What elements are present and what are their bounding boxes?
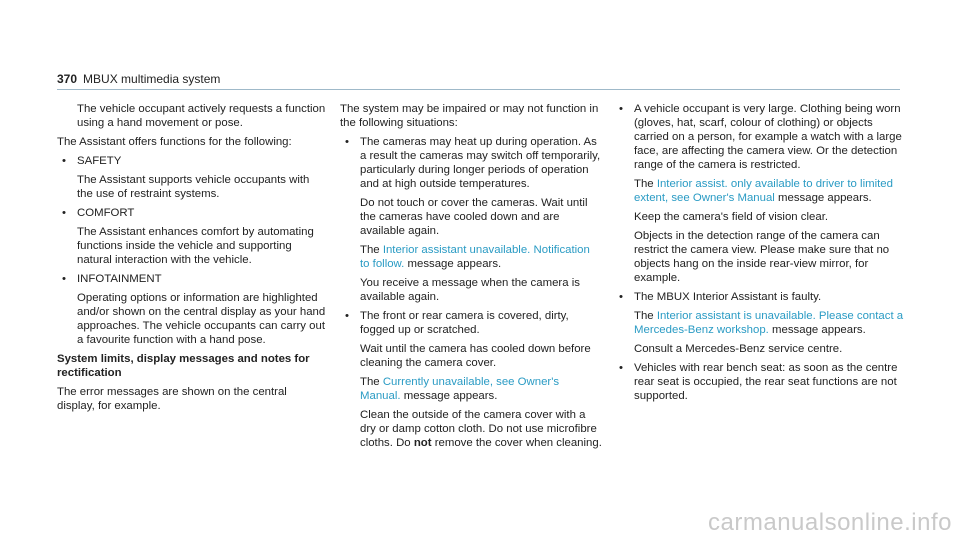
item-description: The Assistant supports vehicle occupants with the use of restraint systems. bbox=[77, 174, 310, 200]
instruction-paragraph: Keep the camera's field of vision clear. bbox=[634, 211, 829, 223]
cleaning-text-end: remove the cover when cleaning. bbox=[434, 437, 602, 449]
offers-paragraph: The Assistant offers functions for the following: bbox=[57, 136, 292, 148]
display-message: Interior assistant is unavailable. Please contact a Mercedes-Benz workshop. bbox=[634, 310, 904, 336]
message-prefix: The bbox=[360, 376, 380, 388]
message-prefix: The bbox=[360, 244, 380, 256]
cleaning-text: Clean the outside of the camera cover with a dry or damp cotton cloth. Do not use microfibre cloths. Do bbox=[360, 409, 597, 449]
page-header bbox=[57, 72, 220, 86]
display-message: Interior assistant unavailable. Notification to follow. bbox=[360, 244, 590, 270]
message-suffix: message appears. bbox=[407, 258, 502, 270]
column-1 bbox=[57, 102, 327, 418]
message-suffix: message appears. bbox=[778, 192, 872, 204]
item-text: The MBUX Interior Assistant is faulty. bbox=[634, 291, 822, 303]
list-item-safety bbox=[57, 154, 327, 168]
cleaning-paragraph bbox=[340, 408, 602, 450]
message-prefix: The bbox=[634, 310, 654, 322]
watermark: carmanualsonline.info bbox=[708, 509, 952, 536]
column-3 bbox=[614, 102, 904, 408]
item-label: SAFETY bbox=[77, 155, 122, 167]
list-item-infotainment bbox=[57, 272, 327, 286]
list-item-large-occupant bbox=[614, 102, 904, 172]
item-text: A vehicle occupant is very large. Clothing being worn (gloves, hat, scarf, colour of clothing) or objects carried on a person, for example a watch with a large face, are affecting the camera view. Or the detection range of the camera is restricted. bbox=[634, 103, 902, 171]
instruction-paragraph: Wait until the camera has cooled down before cleaning the camera cover. bbox=[360, 343, 591, 369]
message-paragraph bbox=[340, 375, 602, 403]
situations-intro: The system may be impaired or may not function in the following situations: bbox=[340, 103, 599, 129]
message-prefix: The bbox=[634, 178, 654, 190]
page-number: 370 bbox=[57, 72, 78, 86]
message-paragraph bbox=[340, 243, 602, 271]
item-label: INFOTAINMENT bbox=[77, 273, 162, 285]
item-text: Vehicles with rear bench seat: as soon as the centre rear seat is occupied, the rear seat functions are not supported. bbox=[634, 362, 898, 402]
header-divider bbox=[57, 89, 900, 90]
list-item-comfort bbox=[57, 206, 327, 220]
instruction-paragraph: Consult a Mercedes-Benz service centre. bbox=[634, 343, 843, 355]
column-2 bbox=[340, 102, 602, 455]
page-header-title: MBUX multimedia system bbox=[83, 72, 221, 86]
note-paragraph: You receive a message when the camera is available again. bbox=[360, 277, 580, 303]
list-item-cameras-heat bbox=[340, 135, 602, 191]
message-paragraph bbox=[614, 309, 904, 337]
instruction-paragraph: Do not touch or cover the cameras. Wait until the cameras have cooled down and are available again. bbox=[360, 197, 588, 237]
list-item-camera-covered bbox=[340, 309, 602, 337]
item-description: The Assistant enhances comfort by automating functions inside the vehicle and supporting natural interaction with the vehicle. bbox=[77, 226, 314, 266]
note-paragraph: Objects in the detection range of the camera can restrict the camera view. Please make sure that no objects hang on the inside rear-view mirror, for example. bbox=[634, 230, 890, 284]
display-message: Interior assist. only available to driver to limited extent, see Owner's Manual bbox=[634, 178, 893, 204]
item-text: The front or rear camera is covered, dirty, fogged up or scratched. bbox=[360, 310, 569, 336]
emphasis-not: not bbox=[413, 437, 432, 449]
list-item-assistant-faulty bbox=[614, 290, 904, 304]
list-item-rear-bench bbox=[614, 361, 904, 403]
item-text: The cameras may heat up during operation. As a result the cameras may switch off temporarily, particularly during longer periods of operation and at high outside temperatures. bbox=[360, 136, 601, 190]
display-message: Currently unavailable, see Owner's Manual. bbox=[360, 376, 560, 402]
item-label: COMFORT bbox=[77, 207, 135, 219]
message-paragraph bbox=[614, 177, 904, 205]
intro-paragraph: The vehicle occupant actively requests a function using a hand movement or pose. bbox=[77, 103, 326, 129]
section-paragraph: The error messages are shown on the central display, for example. bbox=[57, 386, 287, 412]
section-heading: System limits, display messages and notes for rectification bbox=[57, 353, 310, 379]
message-suffix: message appears. bbox=[403, 390, 498, 402]
message-suffix: message appears. bbox=[772, 324, 866, 336]
item-description: Operating options or information are highlighted and/or shown on the central display as your hand approaches. The vehicle occupants can carry out a favourite function with a hand pose. bbox=[77, 292, 326, 346]
